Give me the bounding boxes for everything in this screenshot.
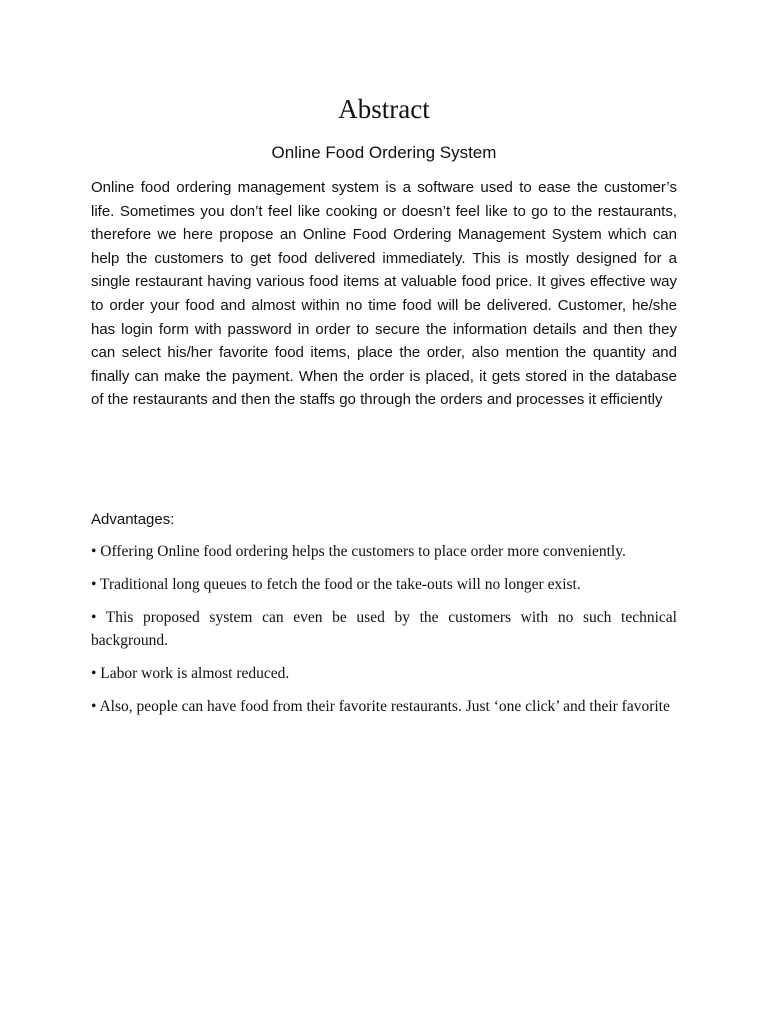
advantage-item: • Labor work is almost reduced. [91, 665, 290, 682]
advantages-heading: Advantages: [91, 511, 175, 528]
advantages-list [91, 540, 677, 728]
advantage-item: • Offering Online food ordering helps the customers to place order more conveniently. [91, 543, 626, 560]
advantage-item: • Traditional long queues to fetch the food or the take-outs will no longer exist. [91, 576, 581, 593]
page-title: Abstract [338, 94, 430, 124]
advantage-item: • This proposed system can even be used by the customers with no such technical background. [91, 609, 677, 649]
page-subtitle: Online Food Ordering System [271, 143, 497, 162]
abstract-paragraph: Online food ordering management system is a software used to ease the customer’s life. Sometimes you don’t feel like cooking or doesn’t feel like to go to the restaurants, therefore we here propose an Online Food Ordering Management System which can help the customers to get food delivered immediately. This is mostly designed for a single restaurant having various food items at valuable food price. It gives effective way to order your food and almost within no time food will be delivered. Customer, he/she has login form with password in order to secure the information details and then they can select his/her favorite food items, place the order, also mention the quantity and finally can make the payment. When the order is placed, it gets stored in the database of the restaurants and then the staffs go through the orders and processes it efficiently [91, 179, 677, 409]
advantage-item: • Also, people can have food from their favorite restaurants. Just ‘one click’ and their favorite [91, 698, 670, 715]
